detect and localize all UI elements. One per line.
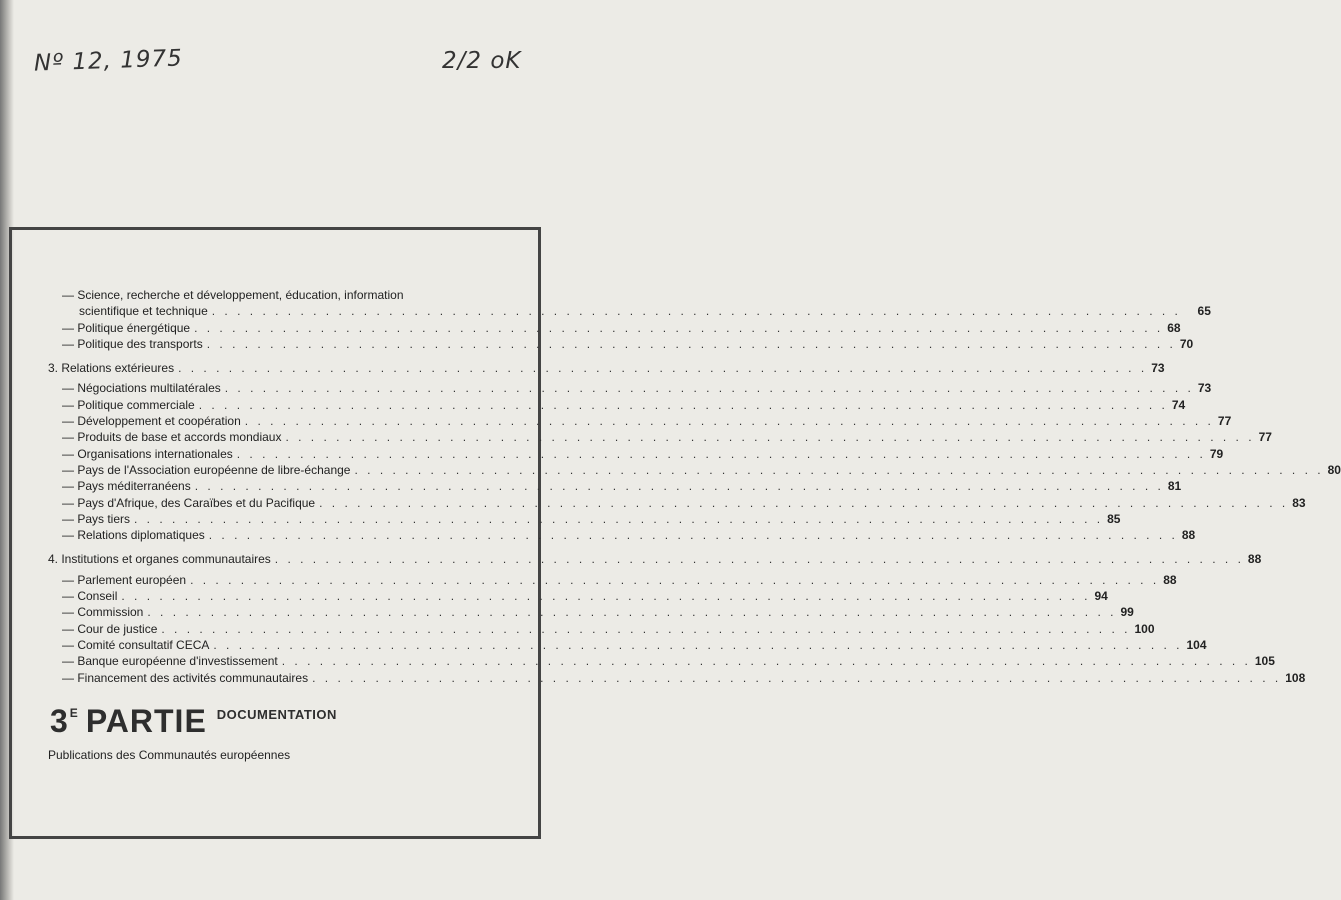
dot-leader: [354, 462, 1323, 478]
toc-entry-label: — Négociations multilatérales: [62, 381, 221, 396]
toc-entry[interactable]: [48, 637, 1207, 653]
dot-leader: [178, 360, 1147, 376]
toc-page-number: 108: [1285, 670, 1306, 685]
toc-entry[interactable]: [48, 397, 1186, 413]
dot-leader: [194, 320, 1163, 336]
part-subtitle: Publications des Communautés européennes: [48, 748, 291, 762]
toc-entry-label-line1: — Science, recherche et développement, éducation, information: [62, 288, 404, 302]
dot-leader: [312, 670, 1281, 686]
dot-leader: [134, 511, 1103, 527]
toc-entry-label: — Commission: [62, 605, 144, 620]
toc-entry[interactable]: [48, 527, 1196, 543]
dot-leader: [212, 303, 1181, 319]
toc-entry-label: — Politique des transports: [62, 336, 203, 351]
toc-entry-label: — Cour de justice: [62, 621, 158, 636]
toc-entry[interactable]: [48, 621, 1155, 637]
toc-entry[interactable]: [48, 478, 1182, 494]
toc-entry[interactable]: [48, 429, 1272, 445]
dot-leader: [207, 336, 1176, 352]
toc-entry-label: — Parlement européen: [62, 572, 187, 587]
toc-page-number: 105: [1254, 654, 1275, 669]
toc-entry[interactable]: [48, 604, 1134, 620]
toc-entry-label: — Relations diplomatiques: [62, 528, 205, 543]
toc-entry-label: 4. Institutions et organes communautaires: [48, 552, 271, 567]
toc-entry-label: — Développement et coopération: [62, 414, 241, 429]
dot-leader: [190, 572, 1159, 588]
handwritten-issue-note: Nº 12, 1975: [33, 45, 184, 77]
toc-entry[interactable]: [48, 462, 1341, 478]
toc-entry[interactable]: [48, 572, 1177, 588]
toc-page-number: 83: [1292, 495, 1306, 510]
toc-page-number: 80: [1327, 462, 1341, 477]
toc-entry-label: — Pays de l'Association européenne de libre-échange: [62, 462, 351, 477]
toc-page-number: 74: [1171, 397, 1186, 412]
toc-entry-label-line2: scientifique et technique: [79, 304, 208, 319]
toc-page-number: 77: [1217, 414, 1232, 429]
toc-entry-label: — Produits de base et accords mondiaux: [62, 430, 282, 445]
toc-entry-label: — Politique énergétique: [62, 320, 191, 335]
toc-entry-science[interactable]: [48, 287, 1211, 320]
toc-entry-label: 3. Relations extérieures: [48, 361, 175, 376]
dot-leader: [213, 637, 1182, 653]
dot-leader: [275, 551, 1244, 567]
toc-entry[interactable]: [48, 380, 1212, 396]
toc-entry-label: — Organisations internationales: [62, 446, 233, 461]
toc-page-number: 88: [1163, 572, 1177, 587]
toc-section-heading[interactable]: [48, 360, 1165, 376]
toc-page-number: 94: [1094, 589, 1108, 604]
toc-entry[interactable]: [48, 670, 1306, 686]
dot-leader: [285, 429, 1254, 445]
dot-leader: [199, 397, 1168, 413]
toc-entry-label: — Financement des activités communautaires: [62, 670, 309, 685]
toc-page-number: 68: [1167, 320, 1181, 335]
toc-page-number: 81: [1167, 479, 1182, 494]
part-heading: [50, 704, 337, 738]
dot-leader: [245, 413, 1214, 429]
toc-entry-label: — Pays tiers: [62, 511, 131, 526]
toc-page-number: 100: [1134, 621, 1155, 636]
toc-entry[interactable]: [48, 653, 1275, 669]
toc-entry-label: — Conseil: [62, 589, 118, 604]
toc-entry-label: — Pays méditerranéens: [62, 479, 191, 494]
toc-entry-label: — Politique commerciale: [62, 397, 195, 412]
toc-entry[interactable]: [48, 495, 1306, 511]
dot-leader: [209, 527, 1178, 543]
dot-leader: [319, 495, 1288, 511]
dot-leader: [121, 588, 1090, 604]
part-word: PARTIE: [85, 703, 207, 739]
toc-page-number: 77: [1258, 430, 1272, 445]
toc-page-number: 99: [1120, 605, 1134, 620]
dot-leader: [225, 380, 1194, 396]
dot-leader: [147, 604, 1116, 620]
toc-page-number: 73: [1197, 381, 1212, 396]
toc-entry[interactable]: [48, 413, 1232, 429]
dot-leader: [161, 621, 1130, 637]
dot-leader: [282, 653, 1251, 669]
dot-leader: [237, 446, 1206, 462]
toc-entry[interactable]: [48, 320, 1181, 336]
toc-page-number: 88: [1247, 552, 1262, 567]
table-of-contents: [48, 287, 1341, 686]
part-title: DOCUMENTATION: [216, 707, 337, 722]
part-number-suffix: E: [69, 706, 78, 720]
toc-page-number: 85: [1107, 511, 1121, 526]
toc-entry[interactable]: [48, 336, 1194, 352]
toc-section-heading[interactable]: [48, 551, 1262, 567]
toc-entry-label: — Pays d'Afrique, des Caraïbes et du Pacifique: [62, 495, 316, 510]
toc-page-number: 70: [1179, 336, 1194, 351]
toc-entry[interactable]: [48, 511, 1121, 527]
toc-page-number: 73: [1151, 361, 1165, 376]
toc-entry-label: — Comité consultatif CECA: [62, 637, 210, 652]
toc-entry[interactable]: [48, 446, 1224, 462]
toc-page-number: 65: [1197, 304, 1211, 319]
toc-page-number: 88: [1181, 528, 1196, 543]
toc-entry[interactable]: [48, 588, 1108, 604]
part-number: 3: [50, 703, 69, 739]
toc-page-number: 79: [1209, 446, 1224, 461]
handwritten-ok-note: 2/2 oK: [442, 48, 522, 74]
toc-page-number: 104: [1186, 637, 1207, 652]
dot-leader: [195, 478, 1164, 494]
toc-entry-label: — Banque européenne d'investissement: [62, 654, 278, 669]
